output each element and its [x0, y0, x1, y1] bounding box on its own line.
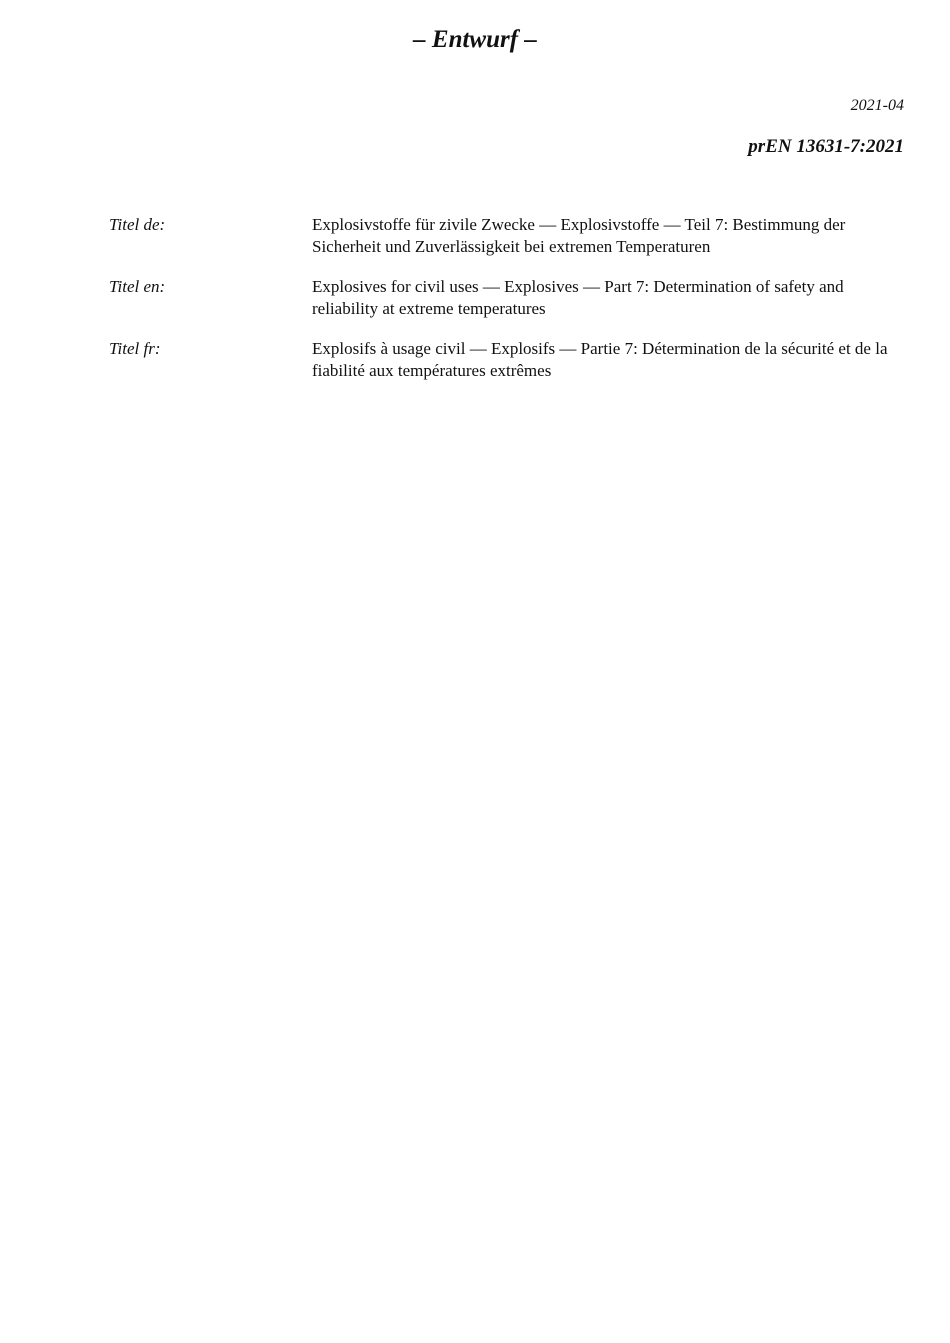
- title-label-de: Titel de:: [109, 215, 166, 234]
- title-label-fr: Titel fr:: [109, 339, 161, 358]
- title-list: [109, 214, 909, 400]
- document-number: prEN 13631-7:2021: [748, 136, 904, 157]
- document-date: 2021-04: [850, 97, 904, 114]
- draft-heading: – Entwurf –: [413, 26, 537, 53]
- title-row-en: [109, 276, 909, 320]
- title-row-de: [109, 214, 909, 258]
- title-row-fr: [109, 338, 909, 382]
- title-text-de: Explosivstoffe für zivile Zwecke — Explosivstoffe — Teil 7: Bestimmung der Sicherheit und Zuverlässigkeit bei extremen Temperaturen: [312, 215, 846, 256]
- title-text-en: Explosives for civil uses — Explosives — Part 7: Determination of safety and reliability at extreme temperatures: [312, 277, 844, 318]
- title-text-fr: Explosifs à usage civil — Explosifs — Partie 7: Détermination de la sécurité et de la fiabilité aux températures extrêmes: [312, 339, 888, 380]
- title-label-en: Titel en:: [109, 277, 166, 296]
